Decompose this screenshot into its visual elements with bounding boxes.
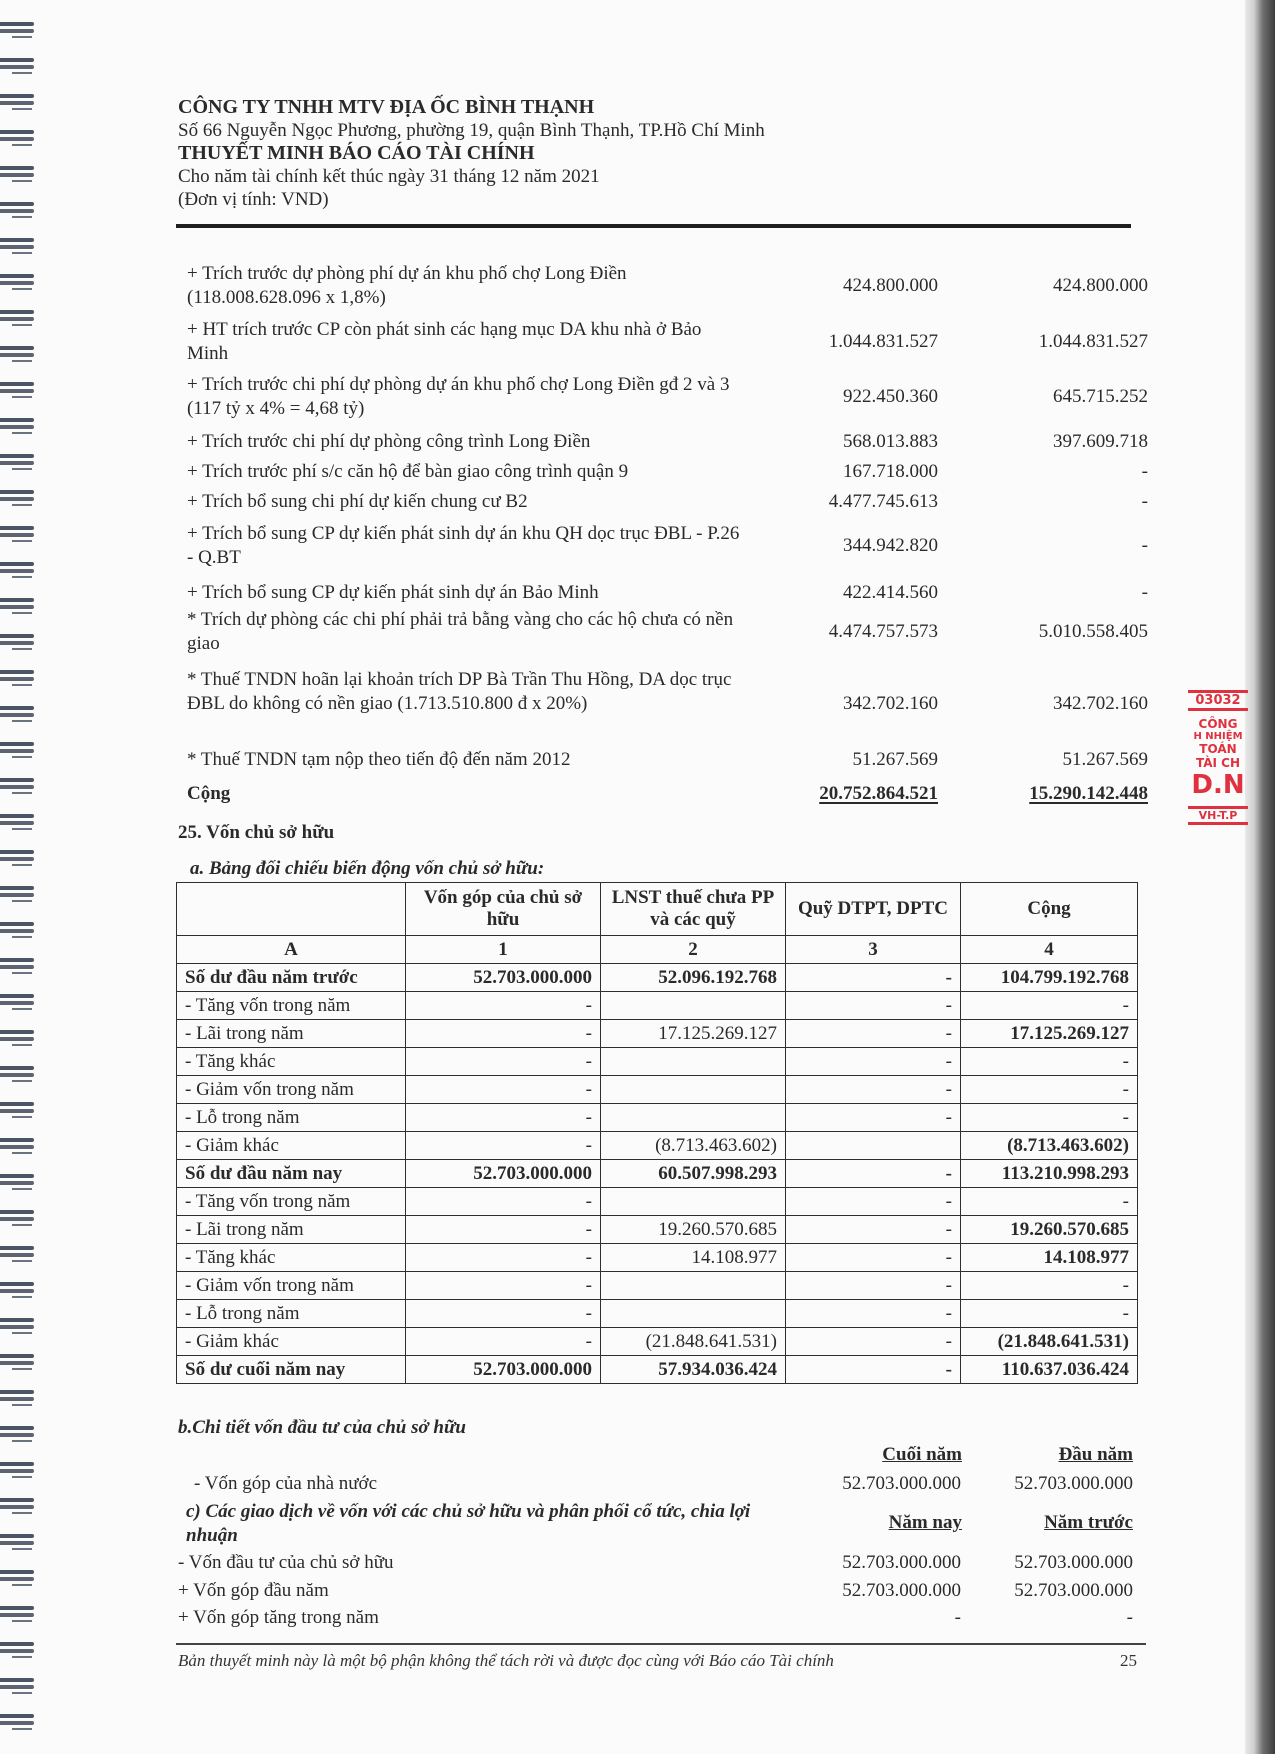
cell-total: -	[961, 1300, 1138, 1328]
cell-owner-capital: -	[406, 1020, 601, 1048]
cell-total: -	[961, 1272, 1138, 1300]
cell-owner-capital: 52.703.000.000	[406, 1356, 601, 1384]
cell-total: 110.637.036.424	[961, 1356, 1138, 1384]
accrual-row	[178, 373, 1148, 421]
table-header-row	[177, 883, 1138, 936]
table-row	[177, 1216, 1138, 1244]
value-begin: 52.703.000.000	[1014, 1473, 1133, 1494]
accrual-row	[178, 668, 1148, 740]
row-label: - Giảm vốn trong năm	[177, 1272, 406, 1300]
row-label: - Tăng vốn trong năm	[177, 1188, 406, 1216]
column-index: 3	[786, 936, 961, 964]
currency-unit: (Đơn vị tính: VND)	[178, 189, 329, 210]
table-row	[177, 1048, 1138, 1076]
column-header-label	[177, 883, 406, 936]
cell-funds: -	[786, 1160, 961, 1188]
cell-total: 113.210.998.293	[961, 1160, 1138, 1188]
cell-funds: -	[786, 1356, 961, 1384]
page-number: 25	[1120, 1651, 1137, 1670]
cell-retained-earnings	[601, 1048, 786, 1076]
stamp-line: TÀI CH	[1195, 756, 1241, 770]
accrual-prior-value: 645.715.252	[1053, 386, 1148, 407]
cell-owner-capital: -	[406, 1244, 601, 1272]
company-seal-stamp	[1188, 690, 1248, 825]
section-title-equity: 25. Vốn chủ sở hữu	[178, 822, 335, 843]
cell-total: 17.125.269.127	[961, 1020, 1138, 1048]
cell-total: -	[961, 992, 1138, 1020]
accrual-current-value: 342.702.160	[843, 693, 938, 714]
stamp-line: D.N	[1191, 770, 1245, 800]
table-row	[177, 964, 1138, 992]
cell-funds: -	[786, 1300, 961, 1328]
row-label: - Giảm khác	[177, 1328, 406, 1356]
row-label: Số dư cuối năm nay	[177, 1356, 406, 1384]
accrual-current-value: 51.267.569	[852, 749, 938, 770]
header-divider	[176, 224, 1131, 228]
accrual-current-value: 1.044.831.527	[828, 331, 938, 352]
transaction-row	[178, 1580, 1133, 1606]
cell-total: 19.260.570.685	[961, 1216, 1138, 1244]
value-prior-year: -	[1126, 1607, 1133, 1628]
row-label: + Vốn góp tăng trong năm	[178, 1607, 379, 1628]
accrual-prior-value: 1.044.831.527	[1038, 331, 1148, 352]
table-row	[177, 1244, 1138, 1272]
cell-owner-capital: -	[406, 1272, 601, 1300]
cell-owner-capital: -	[406, 1328, 601, 1356]
cell-owner-capital: 52.703.000.000	[406, 964, 601, 992]
accrual-prior-value: -	[1141, 491, 1148, 512]
transaction-row	[178, 1607, 1133, 1633]
row-label: - Vốn góp của nhà nước	[194, 1473, 378, 1494]
value-this-year: 52.703.000.000	[842, 1580, 961, 1601]
cell-retained-earnings: 52.096.192.768	[601, 964, 786, 992]
accrual-label: + Trích trước chi phí dự phòng công trình Long Điền	[187, 431, 591, 452]
accrual-label: + Trích bổ sung CP dự kiến phát sinh dự án khu QH dọc trục ĐBL - P.26 - Q.BT	[187, 523, 740, 568]
accrual-label: + Trích trước dự phòng phí dự án khu phố chợ Long Điền (118.008.628.096 x 1,8%)	[187, 263, 627, 308]
accrual-current-value: 167.718.000	[843, 461, 938, 482]
table-index-row	[177, 936, 1138, 964]
table-row	[177, 1020, 1138, 1048]
column-header-prior-year: Năm trước	[1044, 1512, 1133, 1533]
cell-owner-capital: -	[406, 1048, 601, 1076]
row-label: - Lỗ trong năm	[177, 1104, 406, 1132]
row-label: - Vốn đầu tư của chủ sở hữu	[178, 1552, 394, 1573]
cell-retained-earnings	[601, 992, 786, 1020]
row-label: - Lãi trong năm	[177, 1216, 406, 1244]
cell-retained-earnings: (21.848.641.531)	[601, 1328, 786, 1356]
document-title: THUYẾT MINH BÁO CÁO TÀI CHÍNH	[178, 142, 535, 164]
accrual-label: + Trích trước chi phí dự phòng dự án khu phố chợ Long Điền gđ 2 và 3 (117 tỷ x 4% = 4,68 tỷ)	[187, 374, 730, 419]
value-prior-year: 52.703.000.000	[1014, 1552, 1133, 1573]
cell-owner-capital: -	[406, 1300, 601, 1328]
total-prior-value: 15.290.142.448	[1029, 783, 1148, 804]
accrual-row	[178, 581, 1148, 605]
cell-total: -	[961, 1104, 1138, 1132]
table-row	[177, 1104, 1138, 1132]
accrual-row	[178, 748, 1148, 772]
cell-funds: -	[786, 1104, 961, 1132]
column-index: 4	[961, 936, 1138, 964]
accrual-current-value: 424.800.000	[843, 275, 938, 296]
cell-total: 14.108.977	[961, 1244, 1138, 1272]
table-row	[177, 1356, 1138, 1384]
row-label: + Vốn góp đầu năm	[178, 1580, 329, 1601]
column-header-end-of-year: Cuối năm	[882, 1444, 962, 1465]
accrual-label: + Trích trước phí s/c căn hộ để bàn giao công trình quận 9	[187, 461, 629, 482]
accrual-row	[178, 430, 1148, 454]
page-edge-shadow	[1245, 0, 1275, 1754]
row-label: - Tăng khác	[177, 1244, 406, 1272]
footer-divider	[176, 1643, 1146, 1645]
table-row	[177, 1328, 1138, 1356]
accrual-row	[178, 522, 1148, 570]
accrual-current-value: 4.474.757.573	[828, 621, 938, 642]
cell-retained-earnings: 19.260.570.685	[601, 1216, 786, 1244]
accrual-label: + Trích bổ sung chi phí dự kiến chung cư B2	[187, 491, 528, 512]
table-row	[177, 1272, 1138, 1300]
cell-funds: -	[786, 964, 961, 992]
accrual-label: * Thuế TNDN tạm nộp theo tiến độ đến năm 2012	[187, 749, 571, 770]
table-row	[177, 1300, 1138, 1328]
cell-retained-earnings: (8.713.463.602)	[601, 1132, 786, 1160]
cell-owner-capital: -	[406, 1104, 601, 1132]
accrual-current-value: 4.477.745.613	[828, 491, 938, 512]
row-label: - Giảm vốn trong năm	[177, 1076, 406, 1104]
row-label: Số dư đầu năm trước	[177, 964, 406, 992]
accrual-current-value: 344.942.820	[843, 535, 938, 556]
transactions-title: c) Các giao dịch về vốn với các chủ sở hữu và phân phối cổ tức, chia lợi nhuận	[186, 1501, 751, 1546]
cell-retained-earnings	[601, 1272, 786, 1300]
cell-owner-capital: -	[406, 1132, 601, 1160]
cell-owner-capital: -	[406, 992, 601, 1020]
cell-retained-earnings	[601, 1104, 786, 1132]
accrual-current-value: 922.450.360	[843, 386, 938, 407]
accrual-label: * Trích dự phòng các chi phí phải trả bằng vàng cho các hộ chưa có nền giao	[187, 609, 734, 654]
equity-table-title: a. Bảng đối chiếu biến động vốn chủ sở hữu:	[190, 858, 545, 879]
accrual-prior-value: -	[1141, 535, 1148, 556]
document-header	[178, 96, 765, 211]
table-row	[177, 1132, 1138, 1160]
transaction-row	[178, 1552, 1133, 1578]
cell-total: 104.799.192.768	[961, 964, 1138, 992]
accrual-row	[178, 490, 1148, 514]
cell-funds: -	[786, 1076, 961, 1104]
cell-owner-capital: -	[406, 1188, 601, 1216]
row-label: - Giảm khác	[177, 1132, 406, 1160]
accrual-current-value: 422.414.560	[843, 582, 938, 603]
cell-funds: -	[786, 1048, 961, 1076]
accrual-prior-value: 342.702.160	[1053, 693, 1148, 714]
value-this-year: -	[954, 1607, 961, 1628]
accrual-prior-value: -	[1141, 582, 1148, 603]
accrual-label: + HT trích trước CP còn phát sinh các hạng mục DA khu nhà ở Bảo Minh	[187, 319, 702, 364]
company-address: Số 66 Nguyễn Ngọc Phương, phường 19, quận Bình Thạnh, TP.Hồ Chí Minh	[178, 120, 765, 141]
table-row	[177, 1188, 1138, 1216]
accrual-prior-value: 424.800.000	[1053, 275, 1148, 296]
stamp-line: VH-T.P	[1188, 806, 1248, 825]
stamp-line: H NHIỆM	[1193, 731, 1243, 742]
column-index: A	[177, 936, 406, 964]
row-label: - Lỗ trong năm	[177, 1300, 406, 1328]
accrual-row	[178, 608, 1148, 656]
column-header-funds: Quỹ DTPT, DPTC	[786, 883, 961, 936]
column-header-retained-earnings: LNST thuế chưa PP và các quỹ	[601, 883, 786, 936]
accrual-total-row	[178, 782, 1148, 808]
cell-total: -	[961, 1048, 1138, 1076]
cell-owner-capital: 52.703.000.000	[406, 1160, 601, 1188]
cell-funds	[786, 1132, 961, 1160]
cell-retained-earnings: 14.108.977	[601, 1244, 786, 1272]
row-label: - Tăng khác	[177, 1048, 406, 1076]
accrual-prior-value: -	[1141, 461, 1148, 482]
cell-retained-earnings	[601, 1076, 786, 1104]
column-index: 1	[406, 936, 601, 964]
stamp-line: 03032	[1188, 690, 1248, 711]
cell-funds: -	[786, 1244, 961, 1272]
accrual-label: + Trích bổ sung CP dự kiến phát sinh dự án Bảo Minh	[187, 582, 599, 603]
cell-funds: -	[786, 1328, 961, 1356]
accrual-prior-value: 5.010.558.405	[1038, 621, 1148, 642]
owner-capital-title: b.Chi tiết vốn đầu tư của chủ sở hữu	[178, 1417, 466, 1438]
value-this-year: 52.703.000.000	[842, 1552, 961, 1573]
column-header-this-year: Năm nay	[888, 1512, 962, 1533]
column-header-total: Cộng	[961, 883, 1138, 936]
cell-owner-capital: -	[406, 1216, 601, 1244]
table-row	[177, 1076, 1138, 1104]
cell-funds: -	[786, 1272, 961, 1300]
row-label: Số dư đầu năm nay	[177, 1160, 406, 1188]
accrual-prior-value: 51.267.569	[1062, 749, 1148, 770]
cell-retained-earnings	[601, 1188, 786, 1216]
accrual-row	[178, 460, 1148, 484]
cell-retained-earnings: 60.507.998.293	[601, 1160, 786, 1188]
reporting-period: Cho năm tài chính kết thúc ngày 31 tháng 12 năm 2021	[178, 166, 600, 187]
column-header-beginning-of-year: Đầu năm	[1058, 1444, 1133, 1465]
accrual-current-value: 568.013.883	[843, 431, 938, 452]
table-row	[177, 1160, 1138, 1188]
cell-total: (21.848.641.531)	[961, 1328, 1138, 1356]
cell-funds: -	[786, 1188, 961, 1216]
stamp-line: TOÁN	[1199, 742, 1237, 756]
stamp-line: CÔNG	[1198, 717, 1238, 731]
cell-total: (8.713.463.602)	[961, 1132, 1138, 1160]
total-current-value: 20.752.864.521	[819, 783, 938, 804]
cell-funds: -	[786, 1216, 961, 1244]
column-index: 2	[601, 936, 786, 964]
value-prior-year: 52.703.000.000	[1014, 1580, 1133, 1601]
equity-reconciliation-table	[176, 882, 1138, 1384]
footer-note: Bản thuyết minh này là một bộ phận không thể tách rời và được đọc cùng với Báo cáo Tài chính	[178, 1651, 834, 1670]
row-label: - Tăng vốn trong năm	[177, 992, 406, 1020]
cell-funds: -	[786, 992, 961, 1020]
cell-total: -	[961, 1076, 1138, 1104]
table-row	[177, 992, 1138, 1020]
cell-total: -	[961, 1188, 1138, 1216]
accrual-prior-value: 397.609.718	[1053, 431, 1148, 452]
row-label: - Lãi trong năm	[177, 1020, 406, 1048]
cell-owner-capital: -	[406, 1076, 601, 1104]
cell-retained-earnings	[601, 1300, 786, 1328]
cell-funds: -	[786, 1020, 961, 1048]
owner-capital-row	[178, 1473, 1133, 1499]
accrual-label: * Thuế TNDN hoãn lại khoản trích DP Bà Trần Thu Hồng, DA dọc trục ĐBL do không có nền giao (1.713.510.800 đ x 20%)	[187, 669, 732, 714]
cell-retained-earnings: 57.934.036.424	[601, 1356, 786, 1384]
cell-retained-earnings: 17.125.269.127	[601, 1020, 786, 1048]
accrual-row	[178, 318, 1148, 366]
total-label: Cộng	[187, 783, 231, 804]
accrual-row	[178, 262, 1148, 310]
column-header-owner-capital: Vốn góp của chủ sở hữu	[406, 883, 601, 936]
value-end: 52.703.000.000	[842, 1473, 961, 1494]
company-name: CÔNG TY TNHH MTV ĐỊA ỐC BÌNH THẠNH	[178, 96, 595, 118]
